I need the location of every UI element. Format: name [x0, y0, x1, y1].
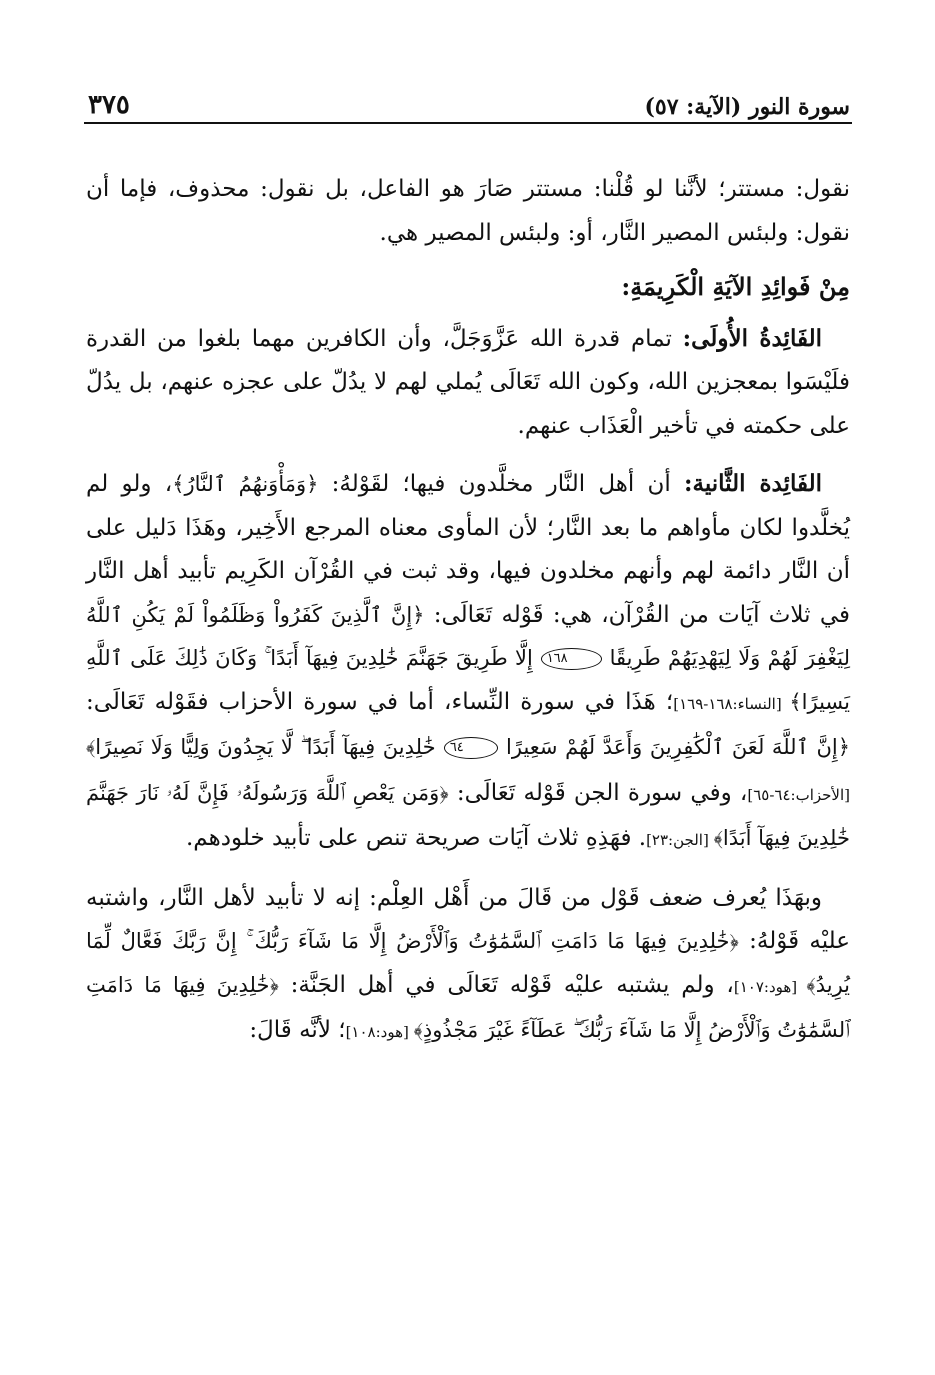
quran-verse: خَٰلِدِينَ فِيهَآ أَبَدًا ۖ لَّا يَجِدُونَ وَلِيًّا وَلَا نَصِيرًا﴾: [86, 735, 436, 759]
verse-number-marker: ١٦٨: [541, 648, 602, 670]
benefit-text: تمام قدرة الله عَزَّوَجَلَّ، وأن الكافرين مهما بلغوا من القدرة فلَيْسَوا بمعجزين الله، وكون الله تَعَالَى يُملي لهم لا يدُلّ على عجزه عنهم، بل يدُلّ على حكمته في تأخير الْعَذَاب عنهم.: [86, 325, 850, 439]
quran-verse: ﴿وَمَأْوَنهُمُ ٱلنَّارُ﴾: [172, 472, 319, 496]
benefit-text: ، وفي سورة الجن قَوْله تَعَالَى:: [448, 779, 748, 806]
quran-verse: ﴿وَمَن يَعْصِ ٱللَّهَ وَرَسُولَهُۥ فَإِنَّ لَهُۥ نَارَ جَهَنَّمَ خَٰلِدِينَ فِيهَآ أَبَدًا﴾: [86, 780, 850, 850]
quran-verse: ﴿خَٰلِدِينَ فِيهَا مَا دَامَتِ ٱلسَّمَٰوَٰتُ وَٱلْأَرْضُ إِلَّا مَا شَآءَ رَبُّكَ ۚ إِنَّ رَبَّكَ فَعَّالٌ لِّمَا يُرِيدُ﴾: [86, 929, 851, 997]
quran-verse: ﴿إِنَّ ٱلَّذِينَ كَفَرُواْ وَظَلَمُواْ لَمْ يَكُنِ ٱللَّهُ لِيَغْفِرَ لَهُمْ وَلَا لِيَهْدِيَهُمْ طَرِيقًا: [86, 602, 850, 670]
benefit-text: ؛ هَذَا في سورة النِّساء، أما في سورة الأحزاب فقَوْله تَعَالَى:: [86, 688, 674, 715]
verse-reference: [النساء:١٦٨-١٦٩]: [673, 694, 790, 713]
running-header-title: سورة النور (الآية: ٥٧): [644, 94, 850, 120]
paragraph-refutation: [86, 877, 850, 1055]
verse-reference: [الجن:٢٣]: [646, 831, 714, 849]
benefit-first: [86, 317, 850, 449]
section-heading: مِنْ فَوائِدِ الآيَةِ الْكَرِيمَةِ:: [621, 272, 850, 301]
header-divider: [84, 122, 852, 124]
verse-number-marker: ٦٤: [444, 737, 498, 759]
benefit-text: أن أهل النَّار مخلَّدون فيها؛ لقَوْلهُ:: [318, 471, 685, 497]
benefit-label: الفَائِدة الثَّانية:: [684, 470, 823, 497]
paragraph-text: نقول: مستتر؛ لأنَّنا لو قُلْنا: مستتر صَارَ هو الفاعل، بل نقول: محذوف، فإما أن نقول: ولبئس المصير النَّار، أو: ولبئس المصير هي.: [86, 176, 850, 246]
quran-verse: إِلَّا طَرِيقَ جَهَنَّمَ خَٰلِدِينَ فِيهَآ أَبَدًا ۚ وَكَانَ ذَٰلِكَ عَلَى ٱللَّهِ يَسِيرًا﴾: [86, 646, 850, 714]
quran-verse: ﴿إِنَّ ٱللَّهَ لَعَنَ ٱلْكَٰفِرِينَ وَأَعَدَّ لَهُمْ سَعِيرًا: [506, 735, 851, 759]
verse-reference: [هود:١٠٧]: [733, 977, 807, 996]
paragraph-text: ، ولم يشتبه عليْه قَوْله تَعَالَى في أهل الجَنَّة:: [278, 971, 734, 998]
paragraph-text: ؛ لأنَّه قَالَ:: [249, 1017, 346, 1043]
benefit-text: ، ولو لم يُخلَّدوا لكان مأواهم ما بعد النَّار؛ لأن المأوى معناه المرجع الأَخِير، وهَذَا دَليل على أن النَّار دائمة لهم وأنهم مخلدون فيها، وقد ثبت في القُرْآن الكَرِيم تأبيد أهل النَّار في ثلاث آيَات من القُرْآن، هي: قَوْله تَعَالَى:: [86, 471, 850, 628]
benefit-text: . فهَذِهِ ثلاث آيَات صريحة تنص على تأبيد خلودهم.: [185, 825, 647, 851]
page-header: [88, 88, 850, 122]
quran-verse: ﴿خَٰلِدِينَ فِيهَا مَا دَامَتِ ٱلسَّمَٰوَٰتُ وَٱلْأَرْضُ إِلَّا مَا شَآءَ رَبُّكَ ۖ عَطَآءً غَيْرَ مَجْذُوذٍ﴾: [86, 972, 850, 1042]
benefit-second: [86, 462, 850, 863]
verse-reference: [الأحزاب:٦٤-٦٥]: [747, 785, 850, 804]
paragraph-intro: [86, 168, 850, 255]
verse-reference: [هود:١٠٨]: [345, 1023, 414, 1041]
benefit-label: الفَائِدةُ الأُولَى:: [682, 324, 822, 352]
page-body: [86, 168, 850, 1055]
paragraph-text: وبهَذَا يُعرف ضعف قَوْل من قَالَ من أَهْل العِلْم: إنه لا تأبيد لأهل النَّار، واشتبه عليْه قَوْلهُ:: [86, 884, 850, 954]
page-number: ٣٧٥: [88, 90, 130, 120]
